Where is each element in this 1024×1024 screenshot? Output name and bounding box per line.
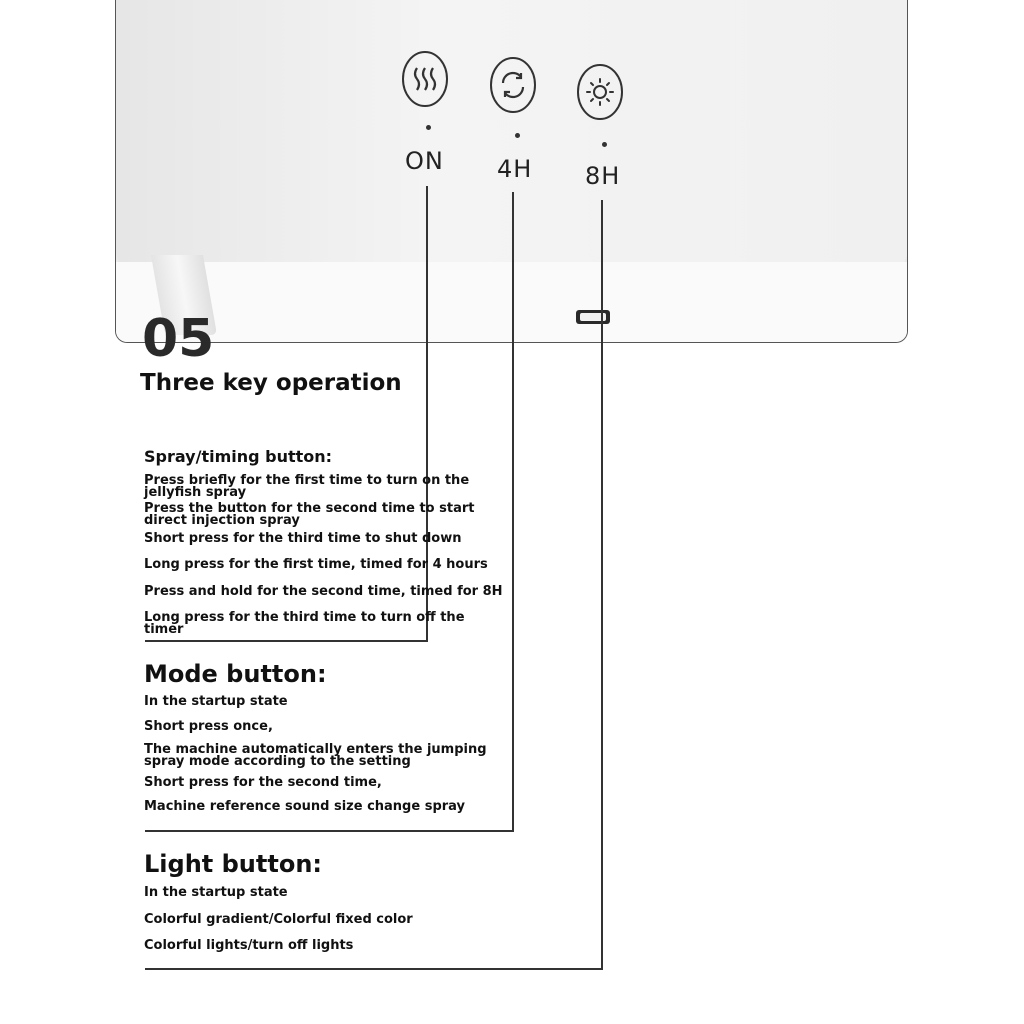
mode-line-1: In the startup state bbox=[144, 694, 288, 709]
device-slot bbox=[576, 310, 610, 324]
spray-line-2: Press the button for the second time to start direct injection spray bbox=[144, 501, 475, 528]
spray-line-4: Long press for the first time, timed for 4 hours bbox=[144, 557, 488, 572]
callout-line-8h-horizontal bbox=[145, 968, 603, 970]
section-title: Three key operation bbox=[140, 370, 402, 396]
mode-line-5: Machine reference sound size change spray bbox=[144, 799, 466, 814]
mode-cycle-icon[interactable] bbox=[489, 56, 537, 114]
spray-line-5: Press and hold for the second time, timed for 8H bbox=[144, 584, 503, 599]
light-button-title: Light button: bbox=[144, 850, 322, 878]
callout-line-4h-vertical bbox=[512, 192, 514, 832]
indicator-dot-8h bbox=[602, 142, 607, 147]
key-label-on: ON bbox=[405, 147, 444, 175]
spray-button-title: Spray/timing button: bbox=[144, 447, 333, 466]
callout-line-8h-vertical bbox=[601, 200, 603, 970]
spray-line-1: Press briefly for the first time to turn on the jellyfish spray bbox=[144, 473, 470, 500]
mode-button-title: Mode button: bbox=[144, 660, 327, 688]
key-label-8h: 8H bbox=[585, 162, 621, 190]
callout-line-4h-horizontal bbox=[145, 830, 514, 832]
mode-line-2: Short press once, bbox=[144, 719, 273, 734]
light-line-3: Colorful lights/turn off lights bbox=[144, 938, 354, 953]
callout-line-on-vertical bbox=[426, 186, 428, 642]
spray-waves-icon[interactable] bbox=[401, 50, 449, 108]
callout-line-on-horizontal bbox=[145, 640, 428, 642]
mode-line-3: The machine automatically enters the jumping spray mode according to the setting bbox=[144, 742, 487, 769]
section-number: 05 bbox=[142, 309, 215, 369]
mode-line-4: Short press for the second time, bbox=[144, 775, 382, 790]
light-sun-icon[interactable] bbox=[576, 63, 624, 121]
spray-line-6: Long press for the third time to turn off the timer bbox=[144, 610, 465, 637]
light-line-2: Colorful gradient/Colorful fixed color bbox=[144, 912, 413, 927]
key-label-4h: 4H bbox=[497, 155, 533, 183]
light-line-1: In the startup state bbox=[144, 885, 288, 900]
indicator-dot-on bbox=[426, 125, 431, 130]
indicator-dot-4h bbox=[515, 133, 520, 138]
spray-line-3: Short press for the third time to shut down bbox=[144, 531, 462, 546]
